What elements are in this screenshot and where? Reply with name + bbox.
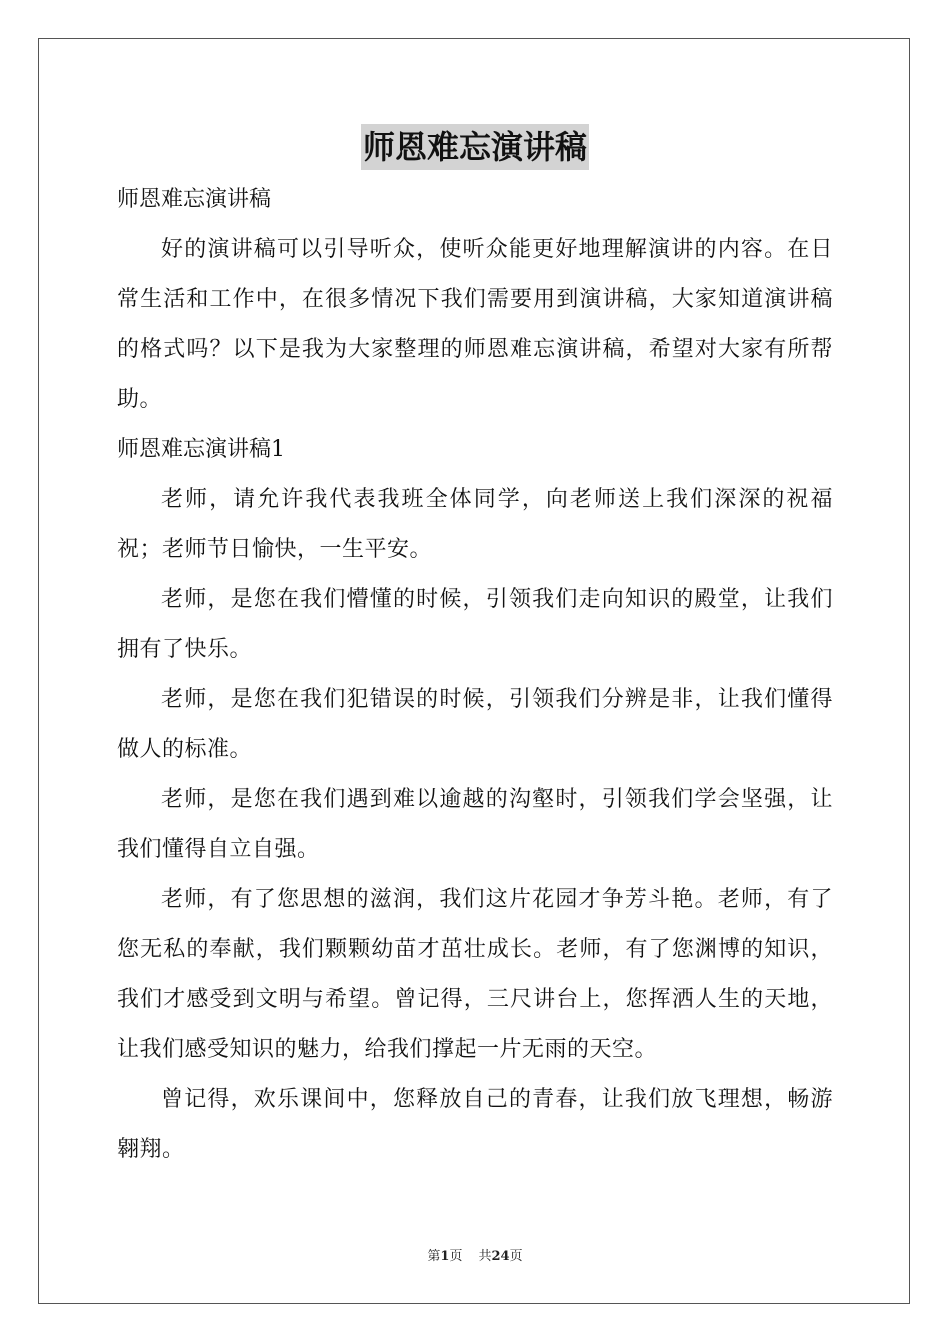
total-suffix: 页 — [509, 1249, 523, 1264]
total-prefix: 共 — [478, 1249, 492, 1264]
document-title: 师恩难忘演讲稿 — [361, 124, 589, 170]
body-paragraph: 老师，是您在我们懵懂的时候，引领我们走向知识的殿堂，让我们拥有了快乐。 — [117, 587, 833, 662]
intro-paragraph: 好的演讲稿可以引导听众，使听众能更好地理解演讲的内容。在日常生活和工作中，在很多情况下我们需要用到演讲稿，大家知道演讲稿的格式吗？以下是我为大家整理的师恩难忘演讲稿，希望对大家有所帮助。 — [117, 237, 833, 412]
title-container — [0, 124, 950, 170]
document-subtitle: 师恩难忘演讲稿 — [117, 187, 272, 212]
document-body — [117, 175, 833, 1175]
body-paragraph: 老师，请允许我代表我班全体同学，向老师送上我们深深的祝福祝；老师节日愉快，一生平安。 — [117, 487, 833, 562]
page-suffix: 页 — [449, 1249, 463, 1264]
page-prefix: 第 — [427, 1249, 441, 1264]
section-heading: 师恩难忘演讲稿1 — [117, 437, 285, 462]
page-number: 1 — [440, 1249, 450, 1264]
page-footer — [0, 1247, 950, 1267]
body-paragraph: 老师，是您在我们犯错误的时候，引领我们分辨是非，让我们懂得做人的标准。 — [117, 687, 833, 762]
body-paragraph: 曾记得，欢乐课间中，您释放自己的青春，让我们放飞理想，畅游翱翔。 — [117, 1087, 833, 1162]
body-paragraph: 老师，有了您思想的滋润，我们这片花园才争芳斗艳。老师，有了您无私的奉献，我们颗颗幼苗才茁壮成长。老师，有了您渊博的知识，我们才感受到文明与希望。曾记得，三尺讲台上，您挥洒人生的天地，让我们感受知识的魅力，给我们撑起一片无雨的天空。 — [117, 887, 833, 1062]
total-pages: 24 — [491, 1249, 510, 1264]
body-paragraph: 老师，是您在我们遇到难以逾越的沟壑时，引领我们学会坚强，让我们懂得自立自强。 — [117, 787, 833, 862]
